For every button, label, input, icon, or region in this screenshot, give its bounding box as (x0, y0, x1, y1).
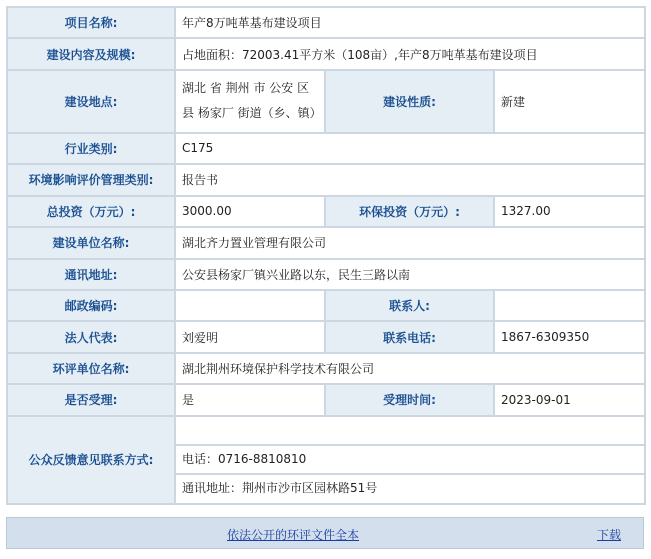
table-row (8, 322, 644, 351)
table-row (8, 385, 644, 414)
feedback-line-1 (176, 417, 644, 444)
accepted-label: 是否受理: (8, 385, 174, 414)
builder-label: 建设单位名称: (8, 228, 174, 257)
industry-label: 行业类别: (8, 134, 174, 163)
table-row (8, 197, 644, 226)
address-value: 公安县杨家厂镇兴业路以东，民生三路以南 (176, 260, 644, 289)
nature-label: 建设性质: (326, 71, 493, 132)
download-link[interactable]: 下载 (596, 528, 621, 542)
eia-category-value: 报告书 (176, 165, 644, 194)
table-row (8, 260, 644, 289)
accept-time-value: 2023-09-01 (495, 385, 644, 414)
eia-document-link[interactable]: 依法公开的环评文件全本 (227, 528, 360, 542)
eia-category-label: 环境影响评价管理类别: (8, 165, 174, 194)
legal-rep-value: 刘爱明 (176, 322, 324, 351)
project-info-table (6, 6, 646, 505)
industry-value: C175 (176, 134, 644, 163)
project-name-label: 项目名称: (8, 8, 174, 37)
location-value: 湖北 省 荆州 市 公安 区县 杨家厂 街道（乡、镇） (176, 71, 324, 132)
accepted-value: 是 (176, 385, 324, 414)
feedback-value (176, 417, 644, 503)
postcode-value (176, 291, 324, 320)
feedback-phone: 电话：0716-8810810 (176, 444, 644, 473)
location-label: 建设地点: (8, 71, 174, 132)
contact-label: 联系人: (326, 291, 493, 320)
table-row (8, 354, 644, 383)
feedback-address: 通讯地址：荆州市沙市区园林路51号 (176, 473, 644, 502)
table-row (8, 417, 644, 503)
contact-value (495, 291, 644, 320)
builder-value: 湖北齐力置业管理有限公司 (176, 228, 644, 257)
env-investment-label: 环保投资（万元）: (326, 197, 493, 226)
address-label: 通讯地址: (8, 260, 174, 289)
content-scale-label: 建设内容及规模: (8, 39, 174, 68)
table-row (8, 71, 644, 132)
total-investment-label: 总投资（万元）: (8, 197, 174, 226)
table-row (8, 134, 644, 163)
accept-time-label: 受理时间: (326, 385, 493, 414)
table-row (8, 291, 644, 320)
phone-label: 联系电话: (326, 322, 493, 351)
eia-unit-value: 湖北荆州环境保护科学技术有限公司 (176, 354, 644, 383)
feedback-label: 公众反馈意见联系方式: (8, 417, 174, 503)
project-name-value: 年产8万吨革基布建设项目 (176, 8, 644, 37)
table-row (8, 39, 644, 68)
eia-unit-label: 环评单位名称: (8, 354, 174, 383)
nature-value: 新建 (495, 71, 644, 132)
content-scale-value: 占地面积：72003.41平方米（108亩）,年产8万吨革基布建设项目 (176, 39, 644, 68)
env-investment-value: 1327.00 (495, 197, 644, 226)
legal-rep-label: 法人代表: (8, 322, 174, 351)
postcode-label: 邮政编码: (8, 291, 174, 320)
table-row (8, 228, 644, 257)
footer-bar (6, 517, 644, 549)
table-row (8, 165, 644, 194)
total-investment-value: 3000.00 (176, 197, 324, 226)
table-row (8, 8, 644, 37)
phone-value: 1867-6309350 (495, 322, 644, 351)
